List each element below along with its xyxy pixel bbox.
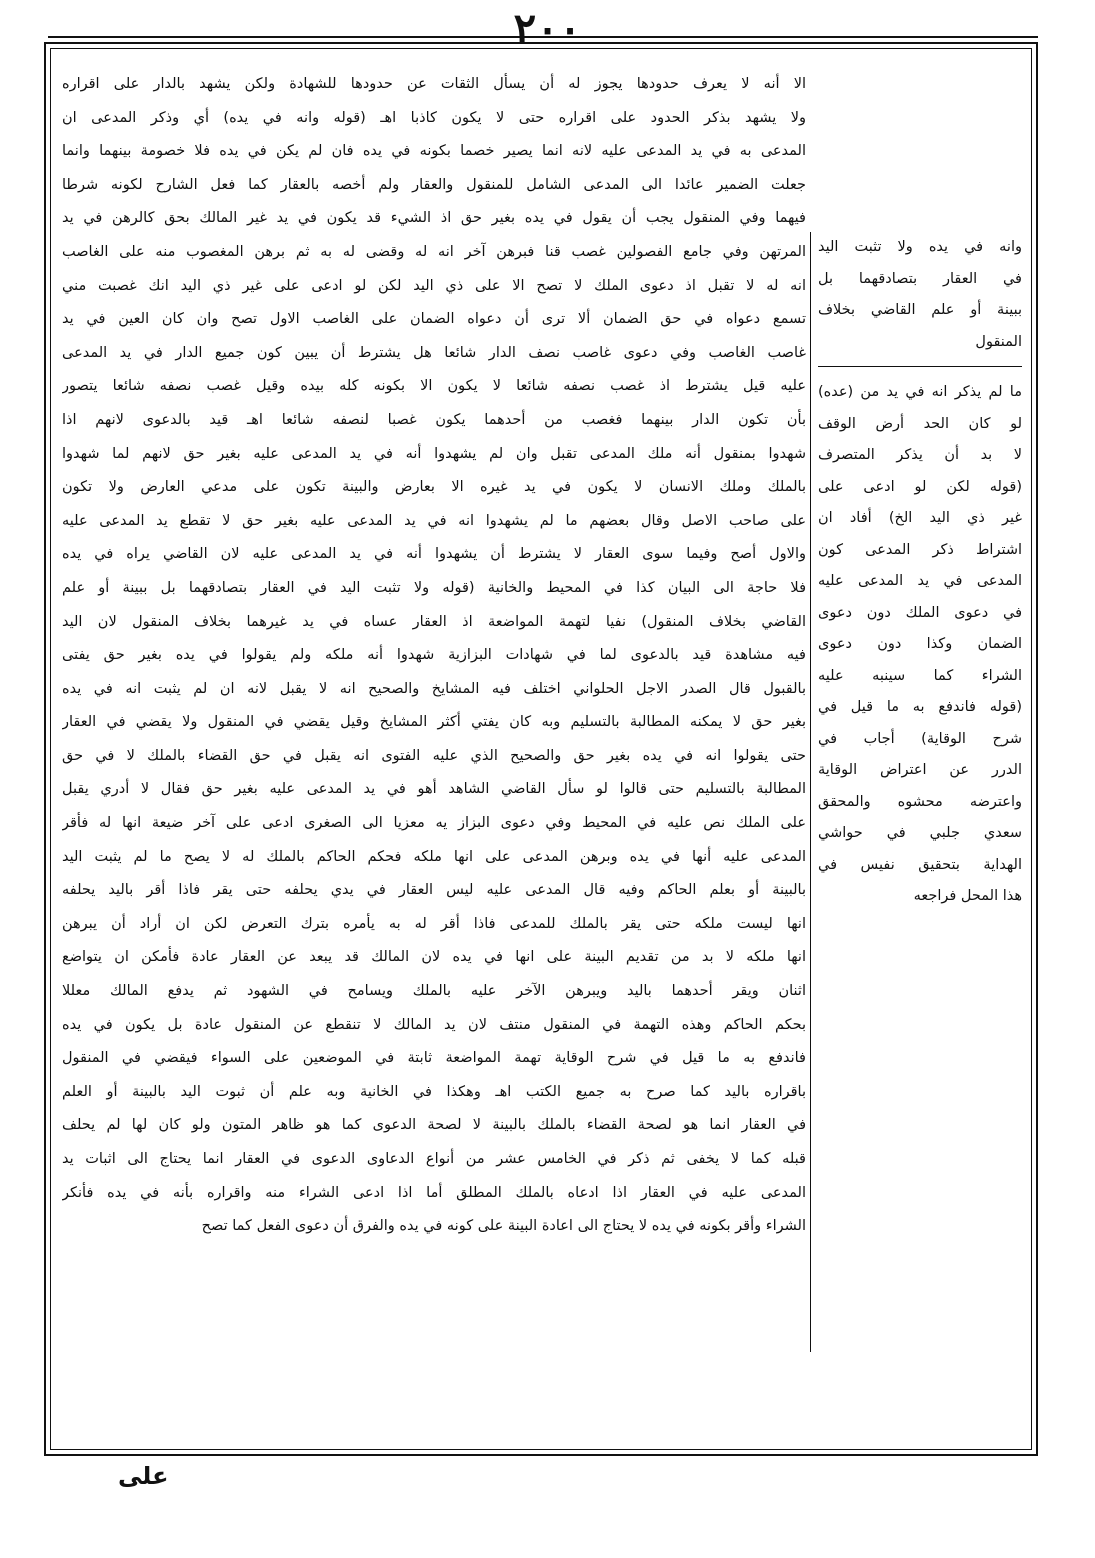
side-note-line: واعترضه محشوه والمحقق — [818, 793, 1022, 810]
main-text-line: بالبينة أو بعلم الحاكم وفيه قال المدعى عليه ليس العقار في يدي يحلفه حتى يقر فاذا أقر باليد يحلفه — [62, 882, 806, 899]
main-text-line: انه له لا تقبل اذ دعوى الملك لا تصح الا على ذي اليد لكن لو ادعى على غير ذي اليد انك غصبت مني — [62, 277, 806, 294]
main-text-line: الشراء وأقر بكونه في يده لا يحتاج الى اعادة البينة على كونه في يده والفرق أن دعوى الفعل كما تصح — [201, 1218, 806, 1235]
main-text-line: على صاحب الاصل وقال بعضهم ما لم يشهدوا انه في يد المدعى عليه بغير حق لا تقطع يد المدعى عليه — [62, 512, 806, 529]
marginal-notes-column — [818, 232, 1022, 913]
main-text-line: شهدوا بمنقول أنه ملك المدعى تقبل وان لم يشهدوا أنه في يد المدعى عليه بغير حق لانهم لما شهدوا — [62, 445, 806, 462]
main-text-line: جعلت الضمير عائدا الى المدعى الشامل للمنقول والعقار ولم أخصه بالعقار كما فعل الشارح لكونه شرطا — [62, 176, 806, 193]
side-note-line: ما لم يذكر انه في يد من (عده) — [818, 384, 1022, 400]
main-text-line: القاضي بخلاف المنقول) نفيا لتهمة المواضعة اذ العقار عساه في يد غيرهما بخلاف المنقول لان اليد — [62, 613, 806, 630]
side-note-line: الشراء كما سينبه عليه — [818, 667, 1022, 684]
main-text-line: الا أنه لا يعرف حدودها يجوز له أن يسأل الثقات عن حدودها للشهادة ولكن يشهد بالدار على اقراره — [62, 76, 806, 92]
page-number: ۲۰۰ — [513, 4, 582, 53]
main-text-line: في العقار انما هو لصحة القضاء بالملك بالبينة لا لصحة الدعوى كما هو ظاهر المتون ولو كان لها لم يحلف — [62, 1117, 806, 1134]
main-text-line: بأن تكون الدار بينهما فغصب من أحدهما يكون غصبا لنصفه شائعا اهـ قيد بالدعوى لانهم اذا — [62, 411, 806, 428]
main-text-line: فيه مشاهدة قيد بالدعوى لما في شهادات البزازية شهدوا أنه ملكه ولم يقولوا في يده بغير حق يفتى — [62, 647, 806, 664]
main-text-line: باقراره باليد كما صرح به جميع الكتب اهـ وهكذا في الخانية وبه علم أن ثبوت اليد بالبينة أو العلم — [62, 1083, 806, 1100]
main-text-line: عليه قيل يشترط اذ غصب نصفه شائعا لا يكون الا بكونه كله بيده وقيل غصب نصفه شائعا يتصور — [62, 378, 806, 395]
side-note-line: (قوله لكن لو ادعى على — [818, 478, 1022, 495]
column-divider — [810, 232, 811, 1352]
side-note-line: سعدي جلبي في حواشي — [818, 825, 1022, 841]
main-text-line: تسمع دعواه في حق الضمان ألا ترى أن دعواه الضمان على الغاصب الاول تصح وان كان العين في يد — [62, 311, 806, 328]
side-note-line: (قوله فاندفع به ما قيل في — [818, 699, 1022, 715]
side-note-line: هذا المحل فراجعه — [913, 888, 1022, 904]
main-text-line: ولا يشهد بذكر الحدود على اقراره حتى لا يكون كاذبا اهـ (قوله وانه في يده) أي وذكر المدعى ان — [62, 109, 806, 126]
main-text-line: بالقبول قال الصدر الاجل الحلواني اختلف فيه المشايخ والصحيح انه لا يقبل لانه ان لم يثبت انه في يده — [62, 680, 806, 697]
main-text-line: حتى يقولوا انه في يده بغير حق والصحيح الذي عليه الفتوى انه يقبل في حق القضاء بالملك لا في حق — [62, 747, 806, 764]
main-text-line: بغير حق لا يمكنه المطالبة بالتسليم وبه كان يفتي أكثر المشايخ وقيل يقضي في المنقول ولا يقضي في العقار — [62, 714, 806, 731]
side-note-line: لو كان الحد أرض الوقف — [818, 415, 1022, 432]
side-note-line: وانه في يده ولا تثبت اليد — [818, 239, 1022, 255]
side-note-line: لا بد أن يذكر المتصرف — [818, 447, 1022, 463]
side-note-line: الهداية بتحقيق نفيس في — [818, 856, 1022, 873]
side-note-line: المنقول — [975, 333, 1022, 350]
main-text-line: بحكم الحاكم وهذه التهمة في المنقول منتف لان يد المالك لا تنقطع عن المنقول عادة بل يكون في يده — [62, 1016, 806, 1033]
side-note-line: غير ذي اليد الخ) أفاد ان — [818, 510, 1022, 526]
top-rule — [48, 36, 1038, 38]
main-text-line: على الملك نص عليه في المحيط وفي دعوى البزاز يه معزيا الى الصغرى ادعى على آخر ضيعة انها له فأقر — [62, 815, 806, 832]
main-text-line: المطالبة بالتسليم حتى قالوا لو سأل القاضي الشاهد أهو في يد المدعى عليه بغير حق فقال لا أدري يقبل — [62, 781, 806, 798]
side-note-line: اشتراط ذكر المدعى كون — [818, 541, 1022, 558]
main-text-line: غاصب الغاصب وفي دعوى غاصب نصف الدار شائعا هل يشترط أن يبين كون جميع الدار في يد المدعى — [62, 344, 806, 361]
catchword: على — [118, 1462, 169, 1490]
main-text-line: فاندفع به ما قيل في شرح الوقاية تهمة المواضعة ثابتة في الموضعين على السواء فيقضي في المنقول — [62, 1050, 806, 1067]
side-note-line: شرح الوقاية) أجاب في — [818, 730, 1022, 747]
matn-excerpt — [818, 232, 1022, 358]
side-note-line: الضمان وكذا دون دعوى — [818, 636, 1022, 652]
main-text-line: المدعى عليه في العقار اذا ادعاه بالملك المطلق أما اذا ادعى الشراء منه واقراره بأنه في يده فأنكر — [62, 1184, 806, 1201]
main-text-line: قبله كما لا يخفى ثم ذكر في الخامس عشر من أنواع الدعاوى الدعوى في العقار انما يحتاج الى اثبات يد — [62, 1151, 806, 1167]
main-text-line: اثنان ويقر أحدهما باليد ويبرهن الآخر عليه بالملك ويسامح في الشهود ثم يدفع المالك معللا — [62, 983, 806, 1000]
main-text-line: انها ليست ملكه حتى يقر بالملك للمدعى فاذا أقر له به يأمره بترك التعرض لكن ان أراد أن يبرهن — [62, 915, 806, 932]
main-text-line: فيهما وفي المنقول يجب أن يقول في يده بغير حق اذ الشيء قد يكون في يد غير المالك بحق كالرهن في يد — [62, 210, 806, 227]
side-note-line: في العقار بتصادقهما بل — [818, 270, 1022, 287]
side-note-line: ببينة أو علم القاضي بخلاف — [818, 302, 1022, 318]
main-text-line: بالملك وملك الانسان لا يكون في يد غيره الا بعارض والبينة تكون على مدعي العارض ولا تكون — [62, 479, 806, 496]
main-text-line: المدعى به في يد المدعى عليه لانه انما يصير خصما بكونه في يده فان لم يكن في يده فلا خصومة بينهما وانما — [62, 143, 806, 160]
side-note-line: المدعى في يد المدعى عليه — [818, 573, 1022, 589]
main-text-line: المرتهن وفي جامع الفصولين غصب قنا فبرهن آخر انه له وقضى له به ثم برهن المغصوب منه على الغاصب — [62, 243, 806, 260]
main-text-line: انها ملكه لا بد من تقديم البينة على انها في يده لان المالك قد يبعد عن العقار عادة فأمكن ان يتواضع — [62, 949, 806, 966]
marginal-gloss — [818, 377, 1022, 913]
main-text-line: المدعى عليه أنها في يده وبرهن المدعى على انها ملكه فحكم الحاكم بالملك له لا يصح ما لم يثبت اليد — [62, 848, 806, 865]
side-note-line: في دعوى الملك دون دعوى — [818, 604, 1022, 621]
side-note-line: الدرر عن اعتراض الوقاية — [818, 762, 1022, 778]
main-text-line: والاول أصح وفيما سوى العقار لا يشترط أن يشهدوا أنه في يد المدعى عليه لان القاضي يراه في يده — [62, 546, 806, 563]
side-divider — [818, 366, 1022, 367]
main-text-column — [62, 68, 806, 1440]
main-text-line: فلا حاجة الى البيان كذا في المحيط والخانية (قوله ولا تثبت اليد في العقار بتصادقهما بل ببينة أو علم — [62, 579, 806, 596]
